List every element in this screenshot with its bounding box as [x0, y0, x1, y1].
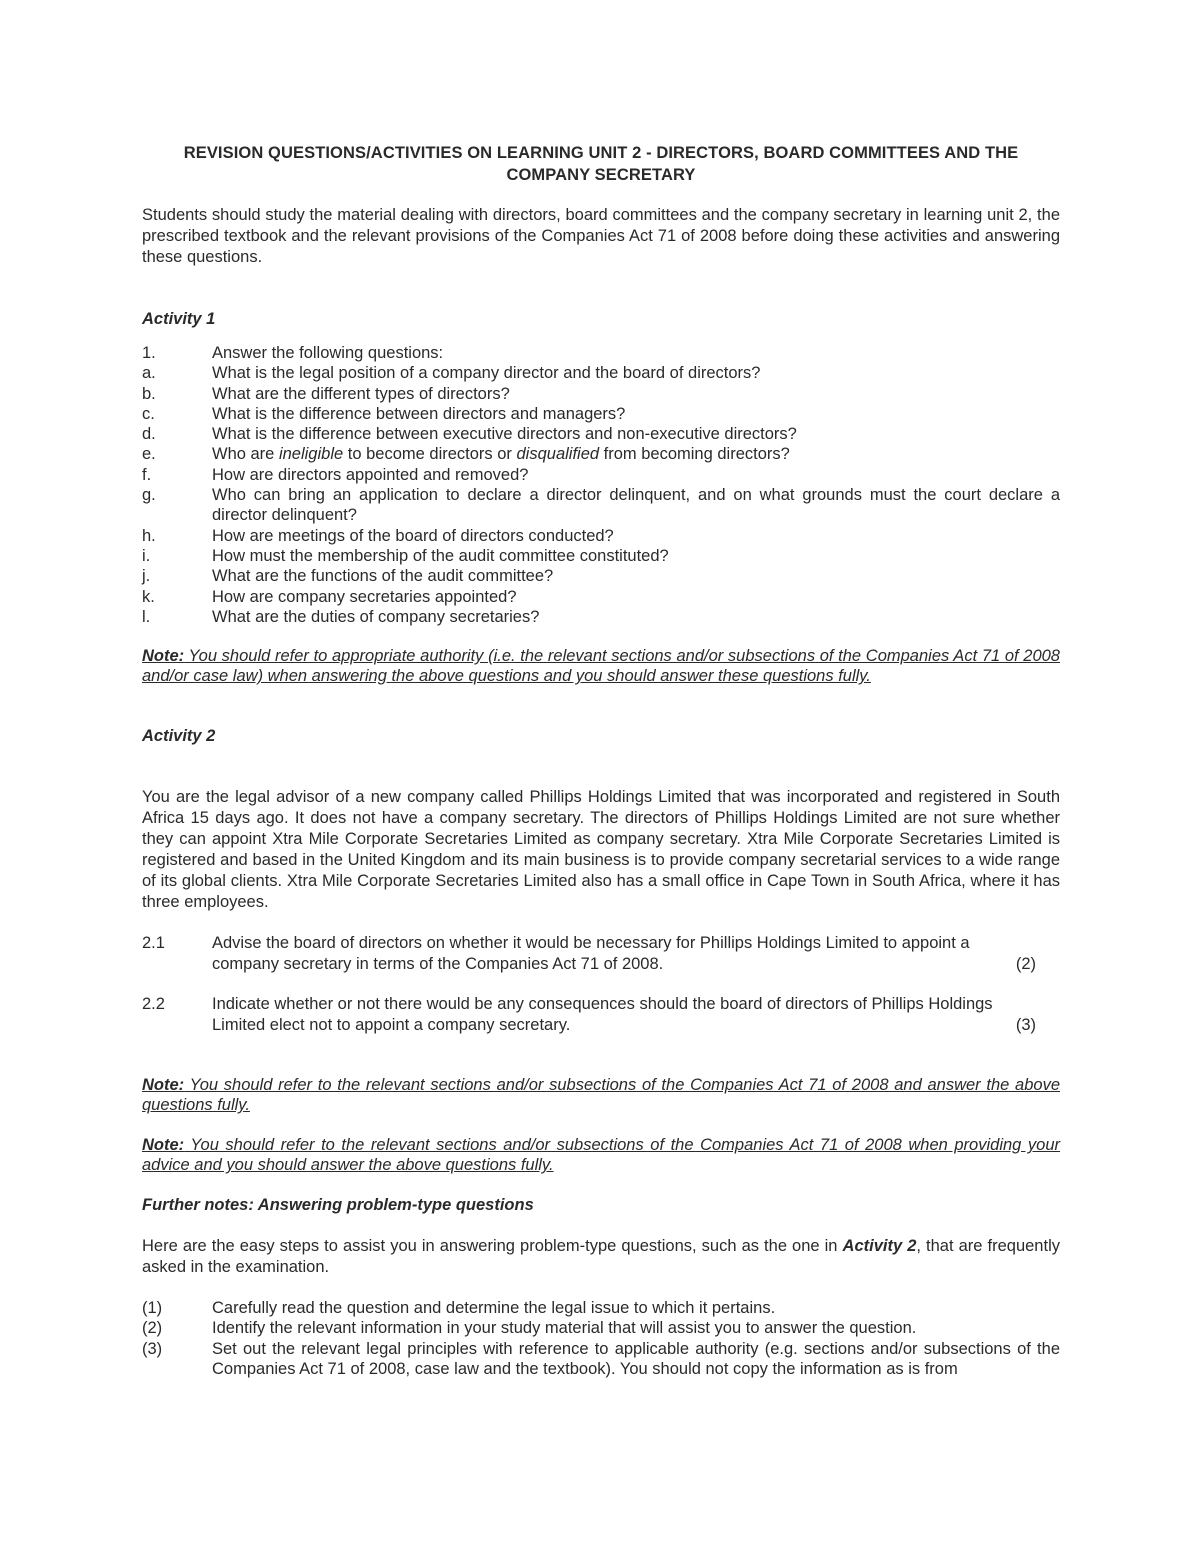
question-number: 2.1 [142, 934, 165, 953]
activity-2-scenario: You are the legal advisor of a new company called Phillips Holdings Limited that was incorporated and registered in South Africa 15 days ago. It does not have a company secretary. The directors of Phillips Holdings Limited are not sure whether they can appoint Xtra Mile Corporate Secretaries Limited as company secretary. Xtra Mile Corporate Secretaries Limited is registered and based in the United Kingdom and its main business is to provide company secretarial services to a wide range of its global clients. Xtra Mile Corporate Secretaries Limited also has a small office in Cape Town in South Africa, where it has three employees. [142, 788, 1060, 912]
emphasis-disqualified: disqualified [516, 445, 600, 464]
list-item: j. What are the functions of the audit committee? [142, 567, 554, 586]
question-number: 2.2 [142, 995, 165, 1014]
list-item: (2) Identify the relevant information in your study material that will assist you to answer the question. [142, 1319, 917, 1338]
further-notes-intro: Here are the easy steps to assist you in answering problem-type questions, such as the one in Activity 2, that are frequently asked in the examination. [142, 1237, 1060, 1277]
marks: (2) [1015, 954, 1036, 973]
question-2-2: 2.2 Indicate whether or not there would be any consequences should the board of directors of Phillips Holdings Limited elect not to appoint a company secretary. (3) [142, 995, 1036, 1034]
list-item: d. What is the difference between executive directors and non-executive directors? [142, 425, 797, 444]
further-notes-heading: Further notes: Answering problem-type questions [142, 1196, 534, 1215]
document-title [142, 142, 1060, 186]
list-item: (1) Carefully read the question and determine the legal issue to which it pertains. [142, 1299, 776, 1318]
list-item: h. How are meetings of the board of directors conducted? [142, 526, 614, 545]
activity-2-note-1: Note: You should refer to the relevant sections and/or subsections of the Companies Act 71 of 2008 and answer the above questions fully. [142, 1076, 1060, 1115]
list-item: i. How must the membership of the audit committee constituted? [142, 546, 669, 565]
list-item: l. What are the duties of company secretaries? [142, 607, 540, 626]
list-item: k. How are company secretaries appointed? [142, 587, 517, 606]
note-label: Note: [142, 1136, 185, 1155]
list-item: (3) Set out the relevant legal principles with reference to applicable authority (e.g. sections and/or subsections of the Companies Act 71 of 2008, case law and the textbook). You should not copy the information as is from [142, 1339, 1060, 1379]
intro-paragraph: Students should study the material dealing with directors, board committees and the company secretary in learning unit 2, the prescribed textbook and the relevant provisions of the Companies Act 71 of 2008 before doing these activities and answering these questions. [142, 206, 1060, 266]
list-item: f. How are directors appointed and removed? [142, 465, 529, 484]
list-item: e. Who are ineligible to become directors or disqualified from becoming directors? [142, 445, 790, 464]
question-1 [142, 343, 1060, 363]
emphasis-activity-2: Activity 2 [842, 1237, 917, 1256]
question-number: 1. [142, 344, 156, 362]
question-2-1: 2.1 Advise the board of directors on whether it would be necessary for Phillips Holdings Limited to appoint a company secretary in terms of the Companies Act 71 of 2008. (2) [142, 934, 1036, 973]
question-text: Answer the following questions: [212, 344, 444, 362]
title-line-1: REVISION QUESTIONS/ACTIVITIES ON LEARNING UNIT 2 - DIRECTORS, BOARD COMMITTEES AND THE [183, 144, 1019, 162]
marks: (3) [1015, 1015, 1036, 1034]
note-label: Note: [142, 647, 185, 666]
activity-1-questions [142, 343, 1060, 627]
emphasis-ineligible: ineligible [278, 445, 344, 464]
activity-2-note-2: Note: You should refer to the relevant sections and/or subsections of the Companies Act 71 of 2008 when providing your advice and you should answer the above questions fully. [142, 1136, 1060, 1175]
note-label: Note: [142, 1076, 185, 1095]
list-item: g. Who can bring an application to declare a director delinquent, and on what grounds must the court declare a director delinquent? [142, 486, 1060, 525]
steps-list [142, 1298, 1060, 1379]
list-item: a. What is the legal position of a company director and the board of directors? [142, 364, 761, 383]
activity-1-note: Note: You should refer to appropriate authority (i.e. the relevant sections and/or subsections of the Companies Act 71 of 2008 and/or case law) when answering the above questions and you should answer these questions fully. [142, 647, 1060, 686]
activity-1-heading: Activity 1 [142, 310, 216, 328]
list-item: c. What is the difference between directors and managers? [142, 404, 626, 423]
activity-2-heading: Activity 2 [142, 727, 216, 746]
title-line-2: COMPANY SECRETARY [506, 166, 696, 184]
document-page [142, 142, 1060, 1379]
list-item: b. What are the different types of directors? [142, 384, 510, 403]
